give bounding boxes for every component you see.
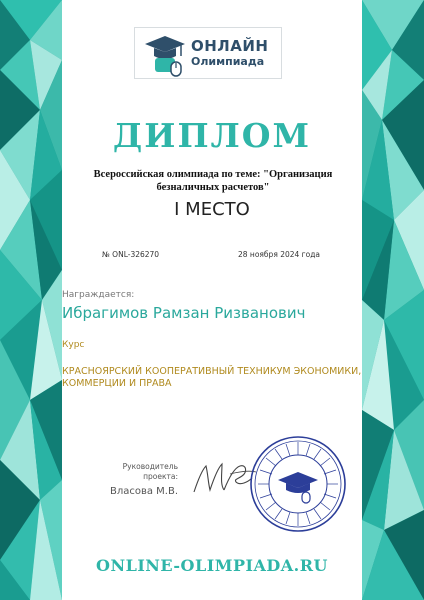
awardee-name: Ибрагимов Рамзан Ризванович [62,304,306,322]
signer-name: Власова М.В. [109,486,178,497]
place-award: I МЕСТО [174,199,250,220]
signer-title: Руководитель проекта: [122,462,178,481]
logo-line2: Олимпиада [191,55,265,68]
olympiad-description: Всероссийская олимпиада по теме: "Организация безналичных расчетов" [93,169,333,193]
organization-name: КРАСНОЯРСКИЙ КООПЕРАТИВНЫЙ ТЕХНИКУМ ЭКОНОМИКИ, КОММЕРЦИИ И ПРАВА [62,366,362,389]
left-decorative-border [0,0,62,600]
graduation-cap-mouse-icon [141,32,191,82]
right-decorative-border [362,0,424,600]
logo-line1: ОНЛАЙН [191,37,269,55]
website-url: ONLINE-OLIMPIADA.RU [96,556,328,575]
official-stamp [248,434,348,534]
diploma-number: № ONL-326270 [102,250,160,259]
logo [134,27,282,79]
diploma-title: ДИПЛОМ [112,116,312,155]
diploma-date: 28 ноября 2024 года [238,250,320,259]
diploma-body [62,0,362,600]
awarded-label: Награждается: [62,290,135,300]
course-label: Курс [62,340,85,350]
